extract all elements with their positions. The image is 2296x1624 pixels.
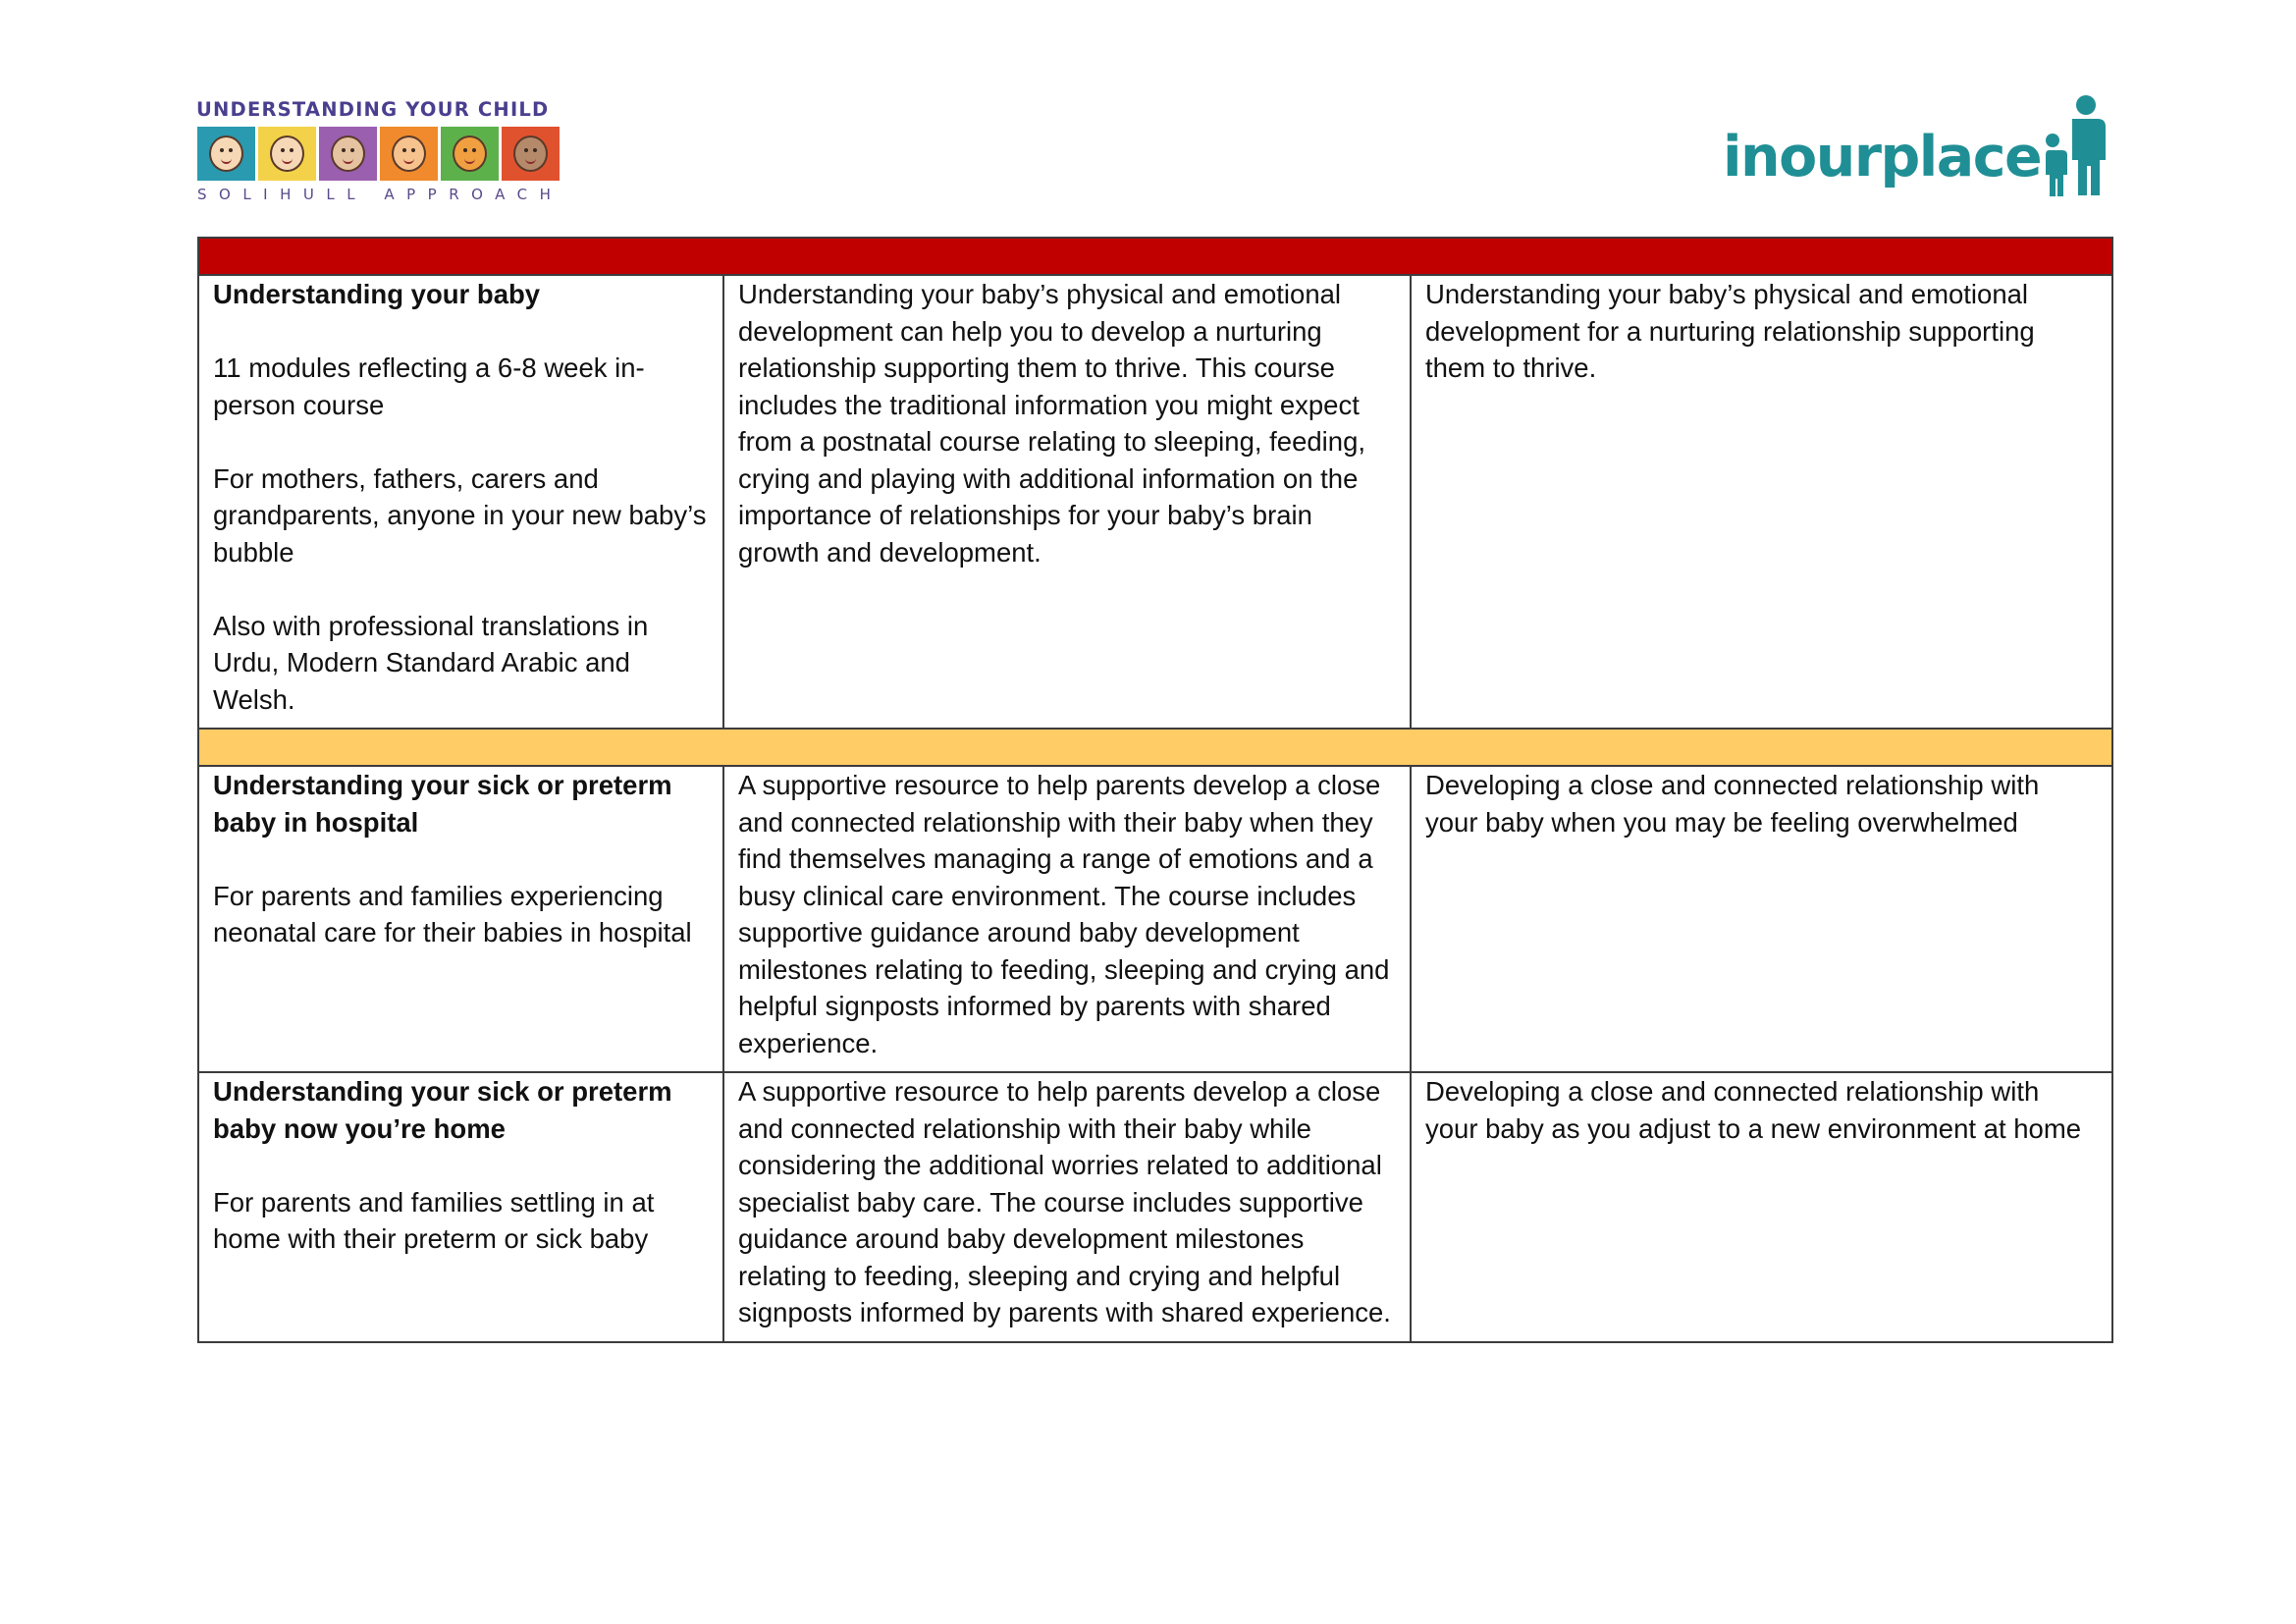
table-row <box>198 766 2112 1072</box>
course-summary: Developing a close and connected relationship with your baby when you may be feeling overwhelmed <box>1425 770 2040 838</box>
table-row <box>198 275 2112 729</box>
page-header <box>0 0 2296 226</box>
child-face-tile-icon <box>319 127 377 181</box>
course-summary: Understanding your baby’s physical and emotional development for a nurturing relationship supporting them to thrive. <box>1425 279 2035 383</box>
course-detail: 11 modules reflecting a 6-8 week in-person course <box>213 352 645 420</box>
solihull-logo-faces <box>197 127 560 181</box>
course-description: A supportive resource to help parents develop a close and connected relationship with their baby when they find themselves managing a range of emotions and a busy clinical care environment. The course includes supportive guidance around baby development milestones relating to feeding, sleeping and crying and helpful signposts informed by parents with shared experience. <box>738 770 1390 1058</box>
child-face-tile-icon <box>380 127 438 181</box>
course-description-cell <box>723 766 1411 1072</box>
course-summary-cell <box>1411 1072 2112 1342</box>
solihull-logo-title: UNDERSTANDING YOUR CHILD <box>196 98 550 121</box>
table-band-yellow <box>198 729 2112 766</box>
course-title-cell <box>198 1072 723 1342</box>
child-face-tile-icon <box>502 127 560 181</box>
table-row <box>198 1072 2112 1342</box>
course-description: Understanding your baby’s physical and emotional development can help you to develop a nurturing relationship supporting them to thrive. This course includes the traditional information you might expect from a postnatal course relating to sleeping, feeding, crying and playing with additional information on the importance of relationships for your baby’s brain growth and development. <box>738 279 1365 568</box>
course-detail: For mothers, fathers, carers and grandparents, anyone in your new baby’s bubble <box>213 462 707 568</box>
course-detail: Also with professional translations in Urdu, Modern Standard Arabic and Welsh. <box>213 610 649 715</box>
course-description-cell <box>723 1072 1411 1342</box>
course-description: A supportive resource to help parents develop a close and connected relationship with their baby while considering the additional worries related to additional specialist baby care. The course includes supportive guidance around baby development milestones relating to feeding, sleeping and crying and helpful signposts informed by parents with shared experience. <box>738 1076 1391 1327</box>
solihull-logo-subtitle: SOLIHULL APPROACH <box>197 186 563 203</box>
parent-child-figure-icon <box>2039 93 2108 196</box>
course-title-cell <box>198 275 723 729</box>
course-title-cell <box>198 766 723 1072</box>
inourplace-logo <box>1723 93 2106 201</box>
course-table <box>197 237 2111 1343</box>
course-detail: For parents and families experiencing neonatal care for their babies in hospital <box>213 880 692 947</box>
child-face-tile-icon <box>258 127 316 181</box>
inourplace-logo-text: inourplace <box>1723 125 2042 189</box>
course-summary: Developing a close and connected relationship with your baby as you adjust to a new environment at home <box>1425 1076 2082 1144</box>
course-summary-cell <box>1411 766 2112 1072</box>
solihull-approach-logo <box>196 98 569 206</box>
course-title: Understanding your baby <box>213 279 541 309</box>
course-description-cell <box>723 275 1411 729</box>
child-face-tile-icon <box>197 127 255 181</box>
course-title: Understanding your sick or preterm baby now you’re home <box>213 1076 672 1144</box>
course-detail: For parents and families settling in at home with their preterm or sick baby <box>213 1186 655 1254</box>
course-title: Understanding your sick or preterm baby in hospital <box>213 770 672 838</box>
course-summary-cell <box>1411 275 2112 729</box>
child-face-tile-icon <box>441 127 499 181</box>
table-band-red <box>198 238 2112 275</box>
